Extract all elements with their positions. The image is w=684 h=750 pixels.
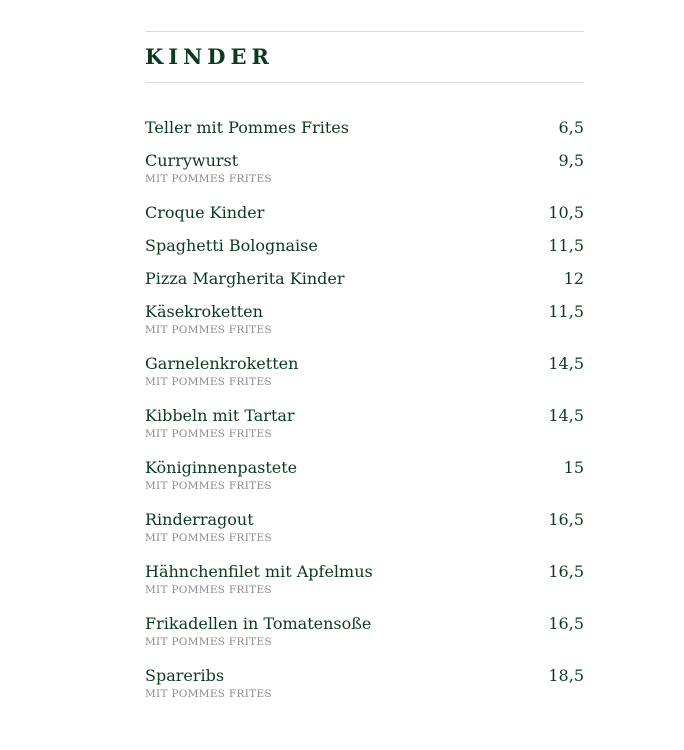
menu-section-kinder (145, 31, 584, 717)
menu-item-price: 18,5 (548, 666, 584, 685)
menu-item (145, 235, 584, 257)
menu-item (145, 301, 584, 337)
title-divider (145, 82, 584, 83)
menu-item-description: MIT POMMES FRITES (145, 688, 272, 700)
menu-item (145, 561, 584, 597)
menu-item-list (145, 117, 584, 701)
menu-item-name: Käsekroketten (145, 302, 263, 321)
menu-item-name: Frikadellen in Tomatensoße (145, 614, 372, 633)
menu-item-price: 6,5 (558, 118, 584, 137)
menu-item-description: MIT POMMES FRITES (145, 376, 272, 388)
menu-item-price: 16,5 (548, 562, 584, 581)
menu-item-name: Rinderragout (145, 510, 254, 529)
menu-item-price: 14,5 (548, 406, 584, 425)
menu-item-price: 14,5 (548, 354, 584, 373)
menu-item (145, 268, 584, 290)
menu-item-name: Croque Kinder (145, 203, 265, 222)
menu-item-price: 11,5 (548, 302, 584, 321)
menu-item (145, 117, 584, 139)
menu-item-name: Spareribs (145, 666, 225, 685)
menu-item-price: 15 (563, 458, 584, 477)
menu-item-description: MIT POMMES FRITES (145, 636, 272, 648)
menu-item-name: Currywurst (145, 151, 239, 170)
menu-item-description: MIT POMMES FRITES (145, 428, 272, 440)
menu-item-description: MIT POMMES FRITES (145, 584, 272, 596)
menu-item-description: MIT POMMES FRITES (145, 173, 272, 185)
menu-item-name: Kibbeln mit Tartar (145, 406, 295, 425)
menu-item-price: 16,5 (548, 510, 584, 529)
menu-item-price: 12 (563, 269, 584, 288)
menu-item (145, 353, 584, 389)
menu-item (145, 509, 584, 545)
menu-item (145, 202, 584, 224)
menu-item-name: Pizza Margherita Kinder (145, 269, 345, 288)
menu-item-description: MIT POMMES FRITES (145, 480, 272, 492)
menu-item-name: Spaghetti Bolognaise (145, 236, 318, 255)
menu-item-name: Teller mit Pommes Frites (145, 118, 349, 137)
menu-item-price: 11,5 (548, 236, 584, 255)
menu-item-name: Hähnchenfilet mit Apfelmus (145, 562, 373, 581)
menu-item-description: MIT POMMES FRITES (145, 324, 272, 336)
menu-item (145, 457, 584, 493)
menu-item (145, 613, 584, 649)
menu-item-price: 16,5 (548, 614, 584, 633)
menu-item (145, 405, 584, 441)
menu-item-description: MIT POMMES FRITES (145, 532, 272, 544)
menu-item-name: Garnelenkroketten (145, 354, 299, 373)
menu-item (145, 150, 584, 186)
menu-item (145, 665, 584, 701)
menu-item-name: Königinnenpastete (145, 458, 298, 477)
menu-item-price: 10,5 (548, 203, 584, 222)
menu-item-price: 9,5 (558, 151, 584, 170)
section-title: KINDER (145, 44, 274, 69)
